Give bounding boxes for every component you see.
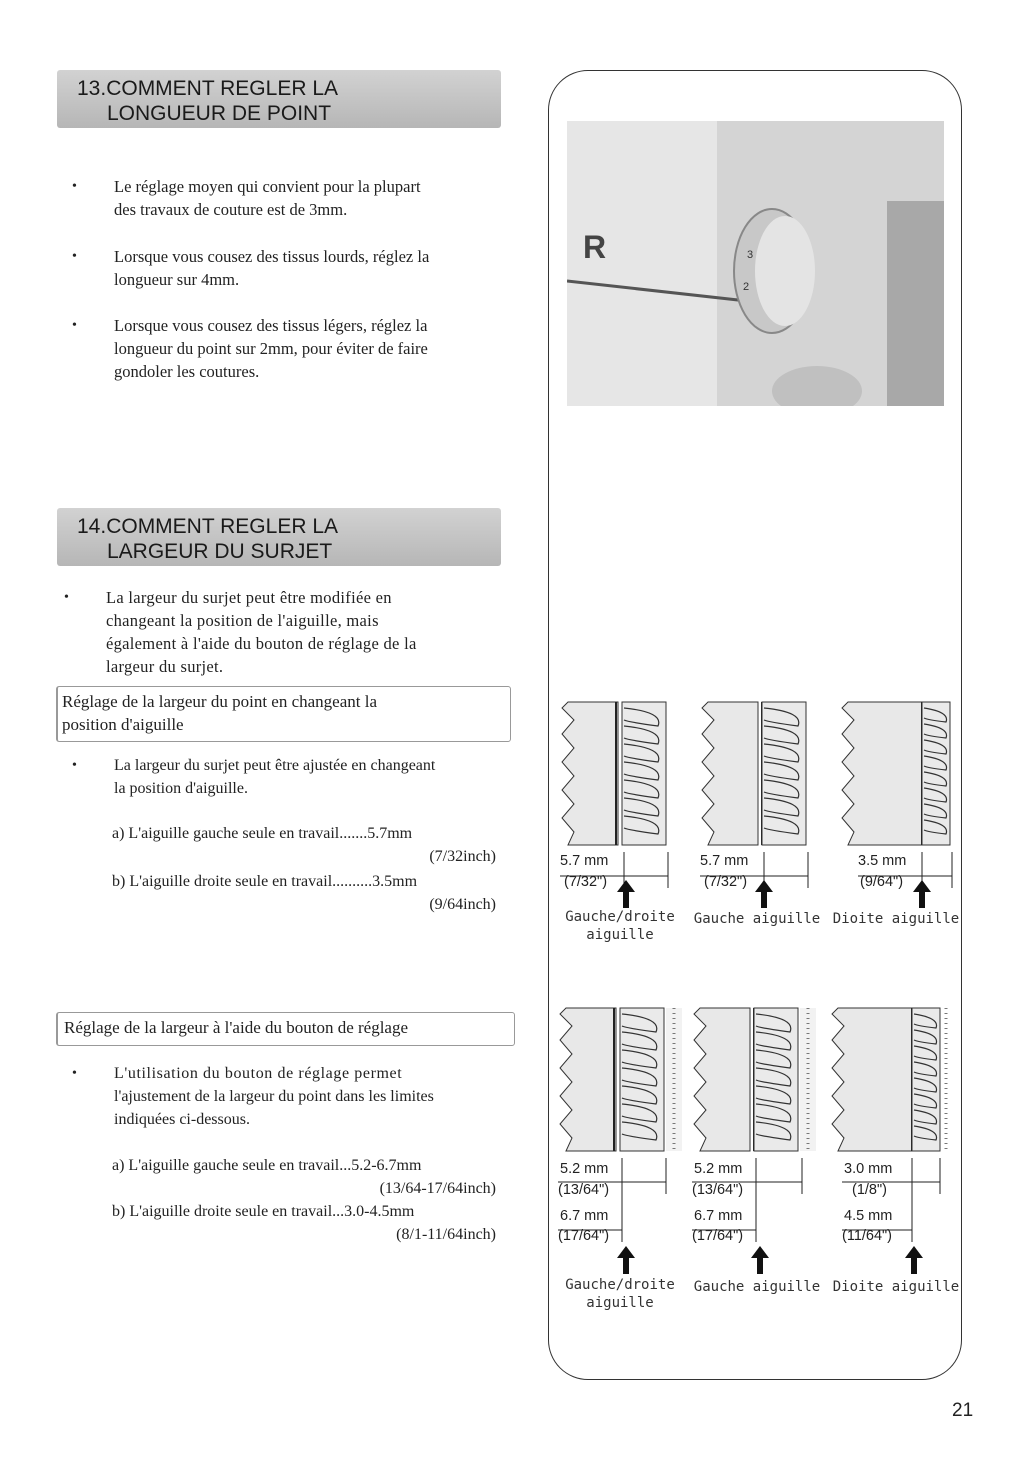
- bullet-dot: •: [72, 249, 77, 264]
- diagram-r2-1-mm-max: 6.7 mm: [560, 1208, 609, 1224]
- diagram-r2-2-mm-min: 5.2 mm: [694, 1161, 743, 1177]
- diagram-r1-1-caption: [554, 908, 686, 944]
- sub1-spec-b-line2: (9/64inch): [429, 896, 496, 913]
- needle-arrow-icon: [904, 1246, 924, 1274]
- subsection-1-title-line1: Réglage de la largeur du point en changeant la: [62, 692, 378, 711]
- dial-mark-2: 2: [743, 281, 750, 293]
- diagram-r2-2-inch-max: (17/64"): [692, 1228, 744, 1244]
- sub1-bullet: [72, 754, 512, 804]
- diagram-r1-3-caption-line1: Dioite aiguille: [832, 911, 960, 927]
- needle-arrow-icon: [616, 1246, 636, 1274]
- s13-bullet-1: [72, 175, 502, 225]
- dial-mark-3: 3: [747, 249, 754, 261]
- diagram-r2-2-mm-max: 6.7 mm: [694, 1208, 743, 1224]
- overlock-stitch-graphic: [828, 1006, 954, 1156]
- overlock-stitch-graphic: [558, 700, 678, 850]
- sub1-spec-a-line2: (7/32inch): [429, 848, 496, 865]
- sub2-bullet-line1: L'utilisation du bouton de réglage permet: [114, 1065, 403, 1082]
- bullet-dot: •: [72, 758, 77, 773]
- diagram-r1-3-inch: (9/64"): [860, 874, 904, 890]
- diagram-r1-2-inch: (7/32"): [704, 874, 748, 890]
- diagram-r1-2: [693, 700, 821, 950]
- overlock-stitch-graphic: [690, 1006, 816, 1156]
- sub2-spec-b-line1: b) L'aiguille droite seule en travail...3.0-4.5mm: [112, 1203, 415, 1220]
- diagram-r2-1: [556, 1006, 682, 1316]
- s14-intro-bullet: [64, 586, 494, 681]
- overlock-stitch-graphic: [556, 1006, 682, 1156]
- overlock-stitch-graphic: [698, 700, 818, 850]
- s13-bullet-3-line2: longueur du point sur 2mm, pour éviter de faire: [114, 339, 428, 358]
- sub2-bullet-line2: l'ajustement de la largeur du point dans les limites: [114, 1088, 434, 1105]
- sub1-spec-a: [112, 822, 496, 868]
- sub1-spec-b: [112, 870, 496, 916]
- s14-intro-line1: La largeur du surjet peut être modifiée en: [106, 588, 392, 607]
- s13-bullet-3-line1: Lorsque vous cousez des tissus légers, réglez la: [114, 316, 428, 335]
- diagram-r2-1-caption-line2: aiguille: [586, 1295, 654, 1311]
- sub1-spec-b-line1: b) L'aiguille droite seule en travail..........3.5mm: [112, 873, 418, 890]
- diagram-r1-1-inch: (7/32"): [564, 874, 608, 890]
- sub2-spec-b-line2: (8/1-11/64inch): [396, 1226, 496, 1243]
- subsection-1-title-line2: position d'aiguille: [62, 715, 184, 734]
- section-13-title-line2: LONGUEUR DE POINT: [107, 102, 332, 125]
- s13-bullet-2-line1: Lorsque vous cousez des tissus lourds, réglez la: [114, 247, 430, 266]
- s13-bullet-1-line1: Le réglage moyen qui convient pour la plupart: [114, 177, 421, 196]
- diagram-r2-2-inch-min: (13/64"): [692, 1182, 744, 1198]
- diagram-r2-2-caption: [684, 1278, 830, 1296]
- bullet-dot: •: [64, 590, 70, 605]
- diagram-r2-3-inch-min: (1/8"): [852, 1182, 887, 1198]
- sub1-bullet-line2: la position d'aiguille.: [114, 780, 248, 797]
- needle-arrow-icon: [750, 1246, 770, 1274]
- sub2-spec-a: [112, 1154, 496, 1200]
- s13-bullet-3: [72, 314, 502, 386]
- diagram-r2-3-mm-max: 4.5 mm: [844, 1208, 893, 1224]
- diagram-r2-3-mm-min: 3.0 mm: [844, 1161, 893, 1177]
- needle-arrow-icon: [616, 880, 636, 908]
- diagram-r2-2-caption-line1: Gauche aiguille: [693, 1279, 821, 1295]
- diagram-r1-2-caption-line1: Gauche aiguille: [693, 911, 821, 927]
- sub2-spec-b: [112, 1200, 496, 1246]
- diagram-r1-2-mm: 5.7 mm: [700, 853, 749, 869]
- diagram-r1-1: [558, 700, 678, 950]
- diagram-r1-2-caption: [684, 910, 830, 928]
- needle-arrow-icon: [754, 880, 774, 908]
- section-14-title-line2: LARGEUR DU SURJET: [107, 540, 333, 563]
- sub2-spec-a-line2: (13/64-17/64inch): [379, 1180, 496, 1197]
- diagram-r2-3-inch-max: (11/64"): [842, 1228, 893, 1244]
- subsection-2-title: Réglage de la largeur à l'aide du bouton de réglage: [64, 1018, 409, 1037]
- diagram-r2-3-caption: [832, 1278, 960, 1296]
- sub2-spec-a-line1: a) L'aiguille gauche seule en travail...5.2-6.7mm: [112, 1157, 422, 1174]
- page-number: 21: [952, 1400, 974, 1421]
- s13-bullet-3-line3: gondoler les coutures.: [114, 362, 260, 381]
- needle-arrow-icon: [912, 880, 932, 908]
- s13-bullet-1-line2: des travaux de couture est de 3mm.: [114, 200, 348, 219]
- photo-brand-letter: R: [583, 229, 607, 265]
- diagram-r1-3-caption: [832, 910, 960, 928]
- diagram-r2-3-caption-line1: Dioite aiguille: [832, 1279, 960, 1295]
- diagram-r1-1-mm: 5.7 mm: [560, 853, 609, 869]
- bullet-dot: •: [72, 179, 77, 194]
- section-14-header: [57, 508, 501, 566]
- diagram-r2-2: [690, 1006, 821, 1316]
- s14-intro-line4: largeur du surjet.: [106, 657, 224, 676]
- overlock-stitch-graphic: [838, 700, 958, 850]
- diagram-r2-1-caption: [554, 1276, 686, 1312]
- diagram-r2-1-inch-max: (17/64"): [558, 1228, 610, 1244]
- dial-photo-illustration: [567, 121, 944, 406]
- sub1-bullet-line1: La largeur du surjet peut être ajustée en changeant: [114, 757, 436, 774]
- s14-intro-line2: changeant la position de l'aiguille, mais: [106, 611, 379, 630]
- diagram-r2-1-inch-min: (13/64"): [558, 1182, 610, 1198]
- sub2-bullet-line3: indiquées ci-dessous.: [114, 1111, 250, 1128]
- s13-bullet-2-line2: longueur sur 4mm.: [114, 270, 240, 289]
- subsection-2-title-box: [56, 1012, 515, 1046]
- diagram-r1-3: [832, 700, 960, 950]
- s14-intro-line3: également à l'aide du bouton de réglage de la: [106, 634, 417, 653]
- diagram-r2-1-mm-min: 5.2 mm: [560, 1161, 609, 1177]
- diagram-r1-1-caption-line1: Gauche/droite: [565, 909, 675, 925]
- diagram-r1-3-mm: 3.5 mm: [858, 853, 907, 869]
- subsection-1-title-box: [56, 686, 511, 742]
- section-13-header: [57, 70, 501, 128]
- diagram-r2-3: [828, 1006, 960, 1316]
- stitch-length-dial-photo: [567, 121, 944, 406]
- s13-bullet-2: [72, 245, 502, 295]
- sub1-spec-a-line1: a) L'aiguille gauche seule en travail.......5.7mm: [112, 825, 413, 842]
- diagram-r1-1-caption-line2: aiguille: [586, 927, 654, 943]
- diagram-r2-1-caption-line1: Gauche/droite: [565, 1277, 675, 1293]
- sub2-bullet: [72, 1062, 512, 1134]
- bullet-dot: •: [72, 318, 77, 333]
- section-14-title-line1: 14.COMMENT REGLER LA: [77, 515, 339, 538]
- section-13-title-line1: 13.COMMENT REGLER LA: [77, 77, 339, 100]
- bullet-dot: •: [72, 1066, 77, 1081]
